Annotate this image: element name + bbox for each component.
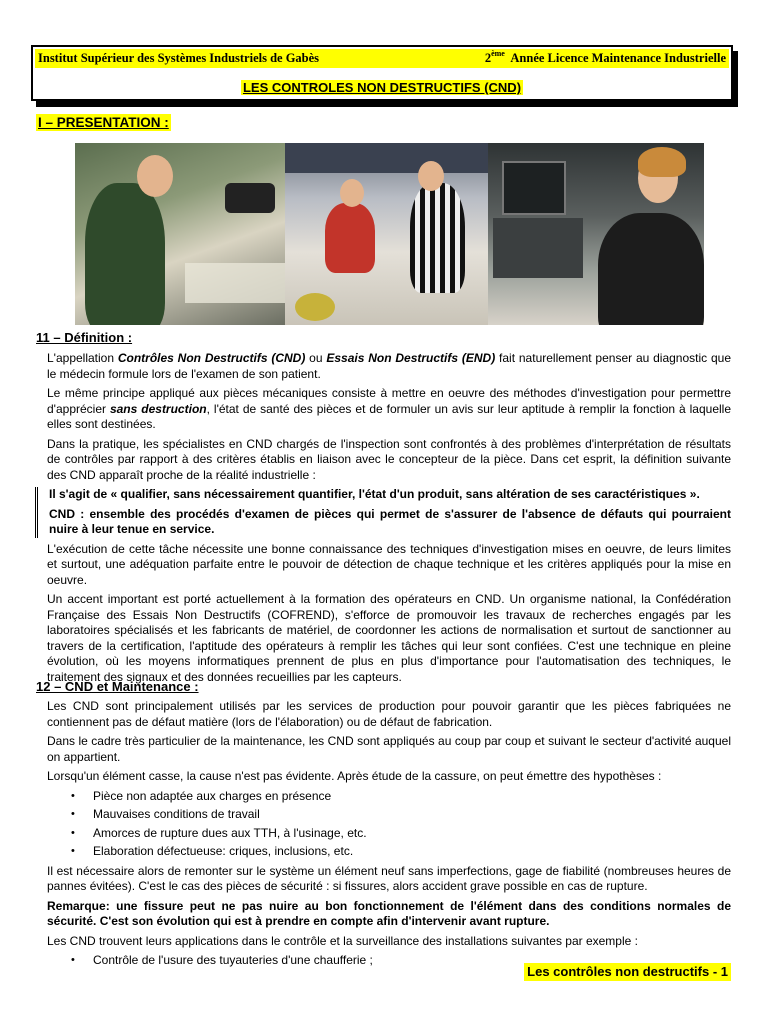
maintenance-paragraph-3: Lorsqu'un élément casse, la cause n'est pas évidente. Après étude de la cassure, on peut émettre des hypothèses : [47,769,662,783]
maintenance-remark: Remarque: une fissure peut ne pas nuire au bon fonctionnement de l'élément dans des conditions normales de sécurité. C'est son évolution qui est à prendre en compte afin d'intervenir avant rupture. [47,898,731,928]
institute-name: Institut Supérieur des Systèmes Industriels de Gabès [38,51,320,65]
definition-body [47,351,731,689]
list-item: • Amorces de rupture dues aux TTH, à l'usinage, etc. [47,826,731,842]
section-title-maintenance: 12 – CND et Maintenance : [36,679,199,694]
maintenance-paragraph-1: Les CND sont principalement utilisés par les services de production pour pouvoir garantir que les pièces fabriquées ne contiennent pas de défaut matière (lors de l'élaboration) ou de défaut de fabrication. [47,699,731,729]
header-box [31,45,733,101]
definition-paragraph-3: Dans la pratique, les spécialistes en CND chargés de l'inspection sont confrontés à des problèmes d'interprétation de résultats de contrôles par rapport à des critères établis en liaison avec le concepteur de la pièce. Dans cet esprit, la définition suivante des CND apparaît proche de la réalité industrielle : [47,436,731,482]
photo-oscilloscope [488,143,704,325]
year-label: 2ème Année Licence Maintenance Industrielle [484,49,726,65]
definition-quote-1: Il s'agit de « qualifier, sans nécessairement quantifier, l'état d'un produit, sans altération de ses caractéristiques ». [49,487,700,501]
header-banner [35,49,729,68]
photo-inspector [75,143,285,325]
photo-strip [75,143,704,325]
maintenance-paragraph-6: Les CND trouvent leurs applications dans le contrôle et la surveillance des installations suivantes par exemple : [47,933,638,948]
definition-quote-block [35,487,731,538]
section-title-definition: 11 – Définition : [36,330,133,345]
list-item: • Contrôle de l'usure des tuyauteries d'une chaufferie ; [47,953,731,969]
definition-paragraph-4: L'exécution de cette tâche nécessite une bonne connaissance des techniques d'investigation mises en oeuvre, de leurs limites et surtout, une adéquation parfaite entre le pouvoir de détection de chaque technique et les critères appliqués pour la mise en oeuvre. [47,541,731,587]
page-footer: Les contrôles non destructifs - 1 [524,963,731,981]
maintenance-body [47,699,731,973]
definition-quote-2: CND : ensemble des procédés d'examen de pièces qui permet de s'assurer de l'absence de défauts qui pourraient nuire à leur tenue en service. [49,506,731,536]
list-item: • Mauvaises conditions de travail [47,807,731,823]
photo-technicians [285,143,488,325]
definition-paragraph-1: L'appellation Contrôles Non Destructifs (CND) ou Essais Non Destructifs (END) fait naturellement penser au diagnostic que le médecin formule lors de l'examen de son patient. [47,351,731,381]
definition-paragraph-2: Le même principe appliqué aux pièces mécaniques consiste à mettre en oeuvre des méthodes d'investigation pour permettre d'apprécier sans destruction, l'état de santé des pièces et de formuler un avis sur leur aptitude à remplir la fonction à laquelle elles sont destinées. [47,386,732,431]
maintenance-paragraph-2: Dans le cadre très particulier de la maintenance, les CND sont appliqués au coup par coup et suivant le secteur d'activité auquel on appartient. [47,734,731,764]
list-item: • Elaboration défectueuse: criques, inclusions, etc. [47,844,731,860]
maintenance-paragraph-4: Il est nécessaire alors de remonter sur le système un élément neuf sans imperfections, gage de fiabilité (nombreuses heures de pannes évitées). C'est le cas des pièces de sécurité : si fissures, alors accident grave possible en cas de rupture. [47,863,731,893]
hypotheses-list [47,789,731,860]
section-title-presentation: I – PRESENTATION : [38,115,169,130]
list-item: • Pièce non adaptée aux charges en présence [47,789,731,805]
document-title: LES CONTROLES NON DESTRUCTIFS (CND) [242,80,522,95]
definition-paragraph-5: Un accent important est porté actuellement à la formation des opérateurs en CND. Un organisme national, la Confédération Française des Essais Non Destructifs (COFREND), s'efforce de promouvoir les travaux de recherches engagés par les laboratoires spécialisés et les fabricants de matériel, de coordonner les actions de normalisation et surtout de sanctionner au travers de la certification, l'aptitude des opérateurs à remplir les tâches qui leur sont confiées. C'est une technique en pleine évolution, où les moyens informatiques prennent de plus en plus d'importance pour l'automatisation des techniques, le traitement des signaux et des données recueillies par les capteurs. [47,592,731,684]
